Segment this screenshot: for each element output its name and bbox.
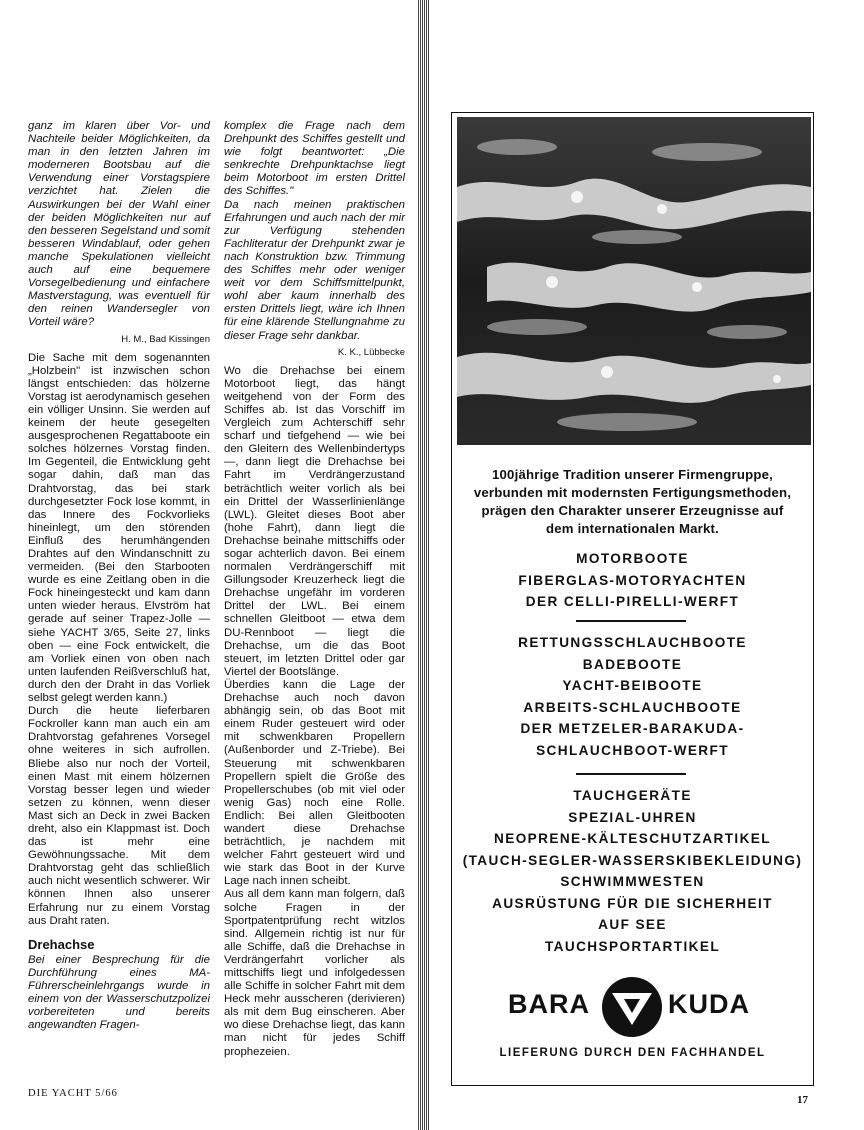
ad-product-line: SCHLAUCHBOOT-WERFT xyxy=(536,742,729,758)
ad-product-line: BADEBOOTE xyxy=(582,656,683,672)
ad-tagline: LIEFERUNG DURCH DEN FACHHANDEL xyxy=(499,1047,766,1059)
ad-divider xyxy=(576,620,686,622)
ad-product-line: DER METZELER-BARAKUDA- xyxy=(520,721,745,736)
ad-product-group xyxy=(451,632,814,761)
reader-letter: komplex die Frage nach dem Drehpunkt des Schiffes gestellt und wie folgt beantwortet: „Die senkrechte Drehpunktachse liegt beim Motorboot im ersten Drittel des Schiffes." xyxy=(224,120,405,198)
ad-divider xyxy=(576,773,686,775)
magazine-footer: DIE YACHT 5/66 xyxy=(28,1088,118,1099)
page-number: 17 xyxy=(797,1094,808,1106)
answer-paragraph: Die Sache mit dem sogenannten „Holzbein" ist inzwischen schon längst entschieden: das hölzerne Vorstag ist aerodynamisch gesehen ein völliger Unsinn. Sie werden auf keinem der heute gesegelten ausgesprochenen Regattaboote ein solches hölzernes Vorstag finden. Im Gegenteil, die Entwicklung geht sogar dahin, daß man das Drahtvorstag, das bei stark durchgesetzter Fock lose kommt, in das Innere des Fockvorlieks hineinlegt, um den störenden Einfluß des herumhängenden Drahtes auf den Windanschnitt zu vermeiden. (Bei den Starbooten wurde es eine Zeitlang oben in die Fock hineingesteckt und kam dann unten wieder heraus. Elvström hat gerade auf seiner Trapez-Jolle — siehe YACHT 3/65, Seite 27, links oben — eine Fock entwickelt, die am Vorliek einen von oben nach unten laufenden Reißverschluß hat, durch den der Draht in das Vorliek selbst gelegt werden kann.) xyxy=(28,351,210,705)
ad-intro-line: 100jährige Tradition unserer Firmengruppe, xyxy=(491,467,773,482)
barakuda-logo xyxy=(508,975,758,1035)
ad-product-line: NEOPRENE-KÄLTESCHUTZARTIKEL xyxy=(494,831,771,846)
letter-signature: K. K., Lübbecke xyxy=(337,346,405,358)
ad-product-line: SCHWIMMWESTEN xyxy=(560,874,705,889)
ad-product-line: DER CELLI-PIRELLI-WERFT xyxy=(525,594,740,609)
ad-product-line: YACHT-BEIBOOTE xyxy=(562,678,703,693)
ad-product-line: RETTUNGSSCHLAUCHBOOTE xyxy=(518,635,747,650)
ad-product-line: AUF SEE xyxy=(598,917,667,932)
ad-product-line: TAUCHSPORTARTIKEL xyxy=(544,938,721,954)
ad-intro xyxy=(451,466,814,538)
reader-letter: Da nach meinen praktischen Erfahrungen und auch nach der mir zur Verfügung stehenden Fachliteratur der Drehpunkt zwar je nach Konstruktion bzw. Trimmung des Schiffes mehr oder weniger weit vor dem Schiffsmittelpunkt, wohl aber kaum innerhalb des ersten Drittels liegt, wäre ich Ihnen für eine klärende Stellungnahme zu dieser Frage sehr dankbar. xyxy=(224,198,405,342)
ad-product-line: SPEZIAL-UHREN xyxy=(568,809,697,825)
ad-intro-line: verbunden mit modernsten Fertigungsmethoden, xyxy=(473,485,792,500)
ad-product-line: (TAUCH-SEGLER-WASSERSKIBEKLEIDUNG) xyxy=(462,852,803,868)
ad-product-group xyxy=(451,548,814,613)
ad-intro-line: prägen den Charakter unserer Erzeugnisse auf xyxy=(481,503,784,518)
ad-product-line: FIBERGLAS-MOTORYACHTEN xyxy=(518,572,747,588)
reader-letter: Bei einer Besprechung für die Durchführung eines MA-Führerscheinlehrgangs wurde in einem von der Wasserschutzpolizei vorbereiteten und bereits angewandten Fragen- xyxy=(28,953,210,1032)
answer-paragraph: Aus all dem kann man folgern, daß solche Fragen in der Sportpatentprüfung recht witzlos sind. Allgemein richtig ist nur für alle Schiffe, daß die Drehachse in Verdrängerfahrt vorlicher als mittschiffs liegt und infolgedessen alle Schiffe in solcher Fahrt mit dem Heck mehr ausscheren (derivieren) als mit dem Bug einscheren. Aber wo diese Drehachse liegt, das kann man nicht für jedes Schiff prophezeien. xyxy=(224,888,405,1058)
ad-product-line: TAUCHGERÄTE xyxy=(573,788,692,803)
answer-paragraph: Wo die Drehachse bei einem Motorboot liegt, das hängt weitgehend von der Form des Schiffes ab. Ist das Vorschiff im Vergleich zum Achterschiff sehr scharf und tiefgehend — wie bei den Gleitern des Wellenbindertyps —, dann liegt die Drehachse bei Fahrt im Verdrängerzustand beträchtlich weiter vorlich als bei ein Drittel der Wasserlinienlänge (LWL). Gleitet dieses Boot aber (hohe Fahrt), dann liegt die Drehachse beinahe mittschiffs oder sogar achterlich davon. Bei einem normalen Verdrängerschiff mit Gillungsoder Kreuzerheck liegt die Drehachse ungefähr im vorderen Drittel der LWL. Bei einem schnellen Gleitboot — etwa dem DU-Rennboot — liegt die Drehachse, um die das Boot steuert, im letzten Drittel oder gar Viertel der Bootslänge. xyxy=(224,364,405,678)
text-column-left xyxy=(28,120,210,1032)
reader-letter: ganz im klaren über Vor- und Nachteile beider Möglichkeiten, da man in den letzten Jahren im moderneren Bootsbau auf die Verwendung einer Vorstagspiere verzichtet hat. Zielen die Auswirkungen bei der Wahl einer der beiden Möglichkeiten nur auf den besseren Segelstand und somit besseren Windablauf, oder gehen manche Spekulationen vielleicht auch auf eine bequemere Vorsegelbedienung und einfachere Mastverstagung, was eventuell für den reinen Wandersegler von Vorteil wäre? xyxy=(28,120,210,329)
ad-product-line: MOTORBOOTE xyxy=(576,551,689,566)
ad-product-group xyxy=(451,785,814,957)
answer-paragraph: Überdies kann die Lage der Drehachse auch noch davon abhängig sein, ob das Boot mit einem Ruder gesteuert wird oder mit schwenkbaren Propellern (Außenborder und Z-Triebe). Bei Steuerung mit schwenkbaren Propellern spielt die Größe des Propellerschubes (ob mit viel oder wenig Gas) noch eine Rolle. Endlich: Bei allen Gleitbooten wandert diese Drehachse beträchtlich, je nachdem mit welcher Fahrt gesteuert wird und wie stark das Boot in der Kurve Lage nach innen scheibt. xyxy=(224,678,405,888)
page-gutter xyxy=(418,0,430,1130)
letter-signature: H. M., Bad Kissingen xyxy=(121,333,210,345)
logo-emblem-icon xyxy=(600,975,664,1039)
logo-text-right: KUDA xyxy=(668,989,750,1019)
section-heading: Drehachse xyxy=(28,936,95,952)
text-column-middle xyxy=(224,120,405,1059)
ad-intro-line: dem internationalen Markt. xyxy=(545,521,719,536)
logo-text-left: BARA xyxy=(508,989,590,1019)
answer-paragraph: Durch die heute lieferbaren Fockroller kann man auch ein am Drahtvorstag gefahrenes Vorsegel ohne weiteres in sich aufrollen. Bliebe also nur noch der Vorteil, einen Mast mit einem hölzernen Vorstag besser legen und wieder setzen zu können, wenn dieser Mast sich an Deck in zwei Backen dreht, also ein Klappmast ist. Doch das ist mehr eine Gewöhnungssache. Mit dem Drahtvorstag geht das schließlich auch nicht wesentlich schwerer. Wir können Ihnen also unserer Erfahrung nur zu einem Vorstag aus Draht raten. xyxy=(28,705,210,927)
water-spray-photo xyxy=(457,117,811,445)
ad-product-line: ARBEITS-SCHLAUCHBOOTE xyxy=(523,699,742,715)
ad-product-line: AUSRÜSTUNG FÜR DIE SICHERHEIT xyxy=(492,895,773,911)
